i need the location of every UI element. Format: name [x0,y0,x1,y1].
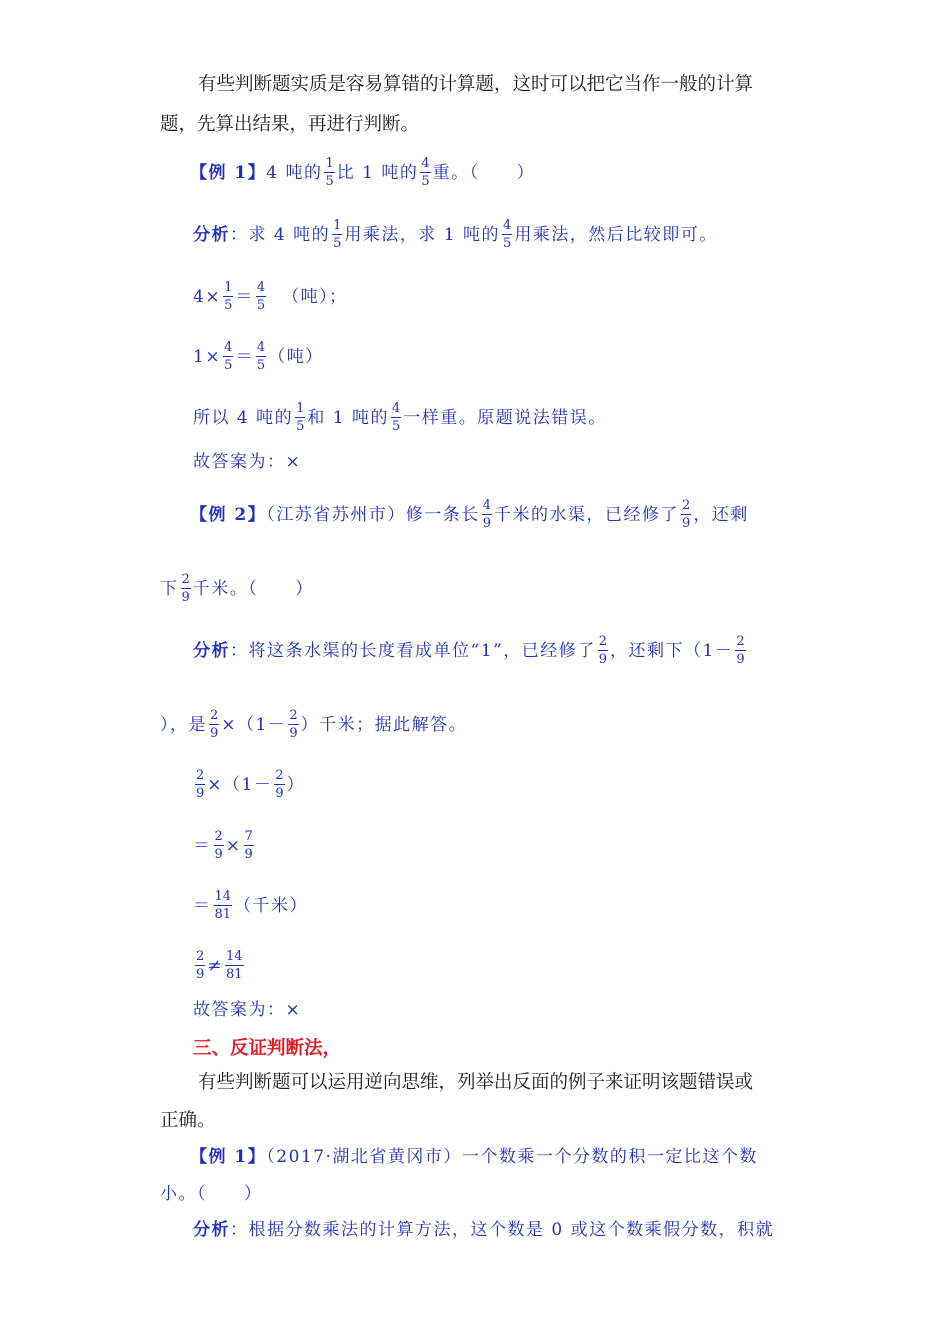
fraction-two-ninths: $\frac{2}{9}$ [289,708,298,741]
ex2-question-line-2 [160,574,314,605]
ex1-calc2-a: 1× [193,347,222,367]
ex3-question-line-2: 小。（ ） [160,1184,263,1204]
fraction-two-ninths: $\frac{2}{9}$ [196,949,205,982]
ex1-analysis-c: 用乘法，然后比较即可。 [514,225,718,245]
fraction-two-ninths: $\frac{2}{9}$ [682,498,691,531]
ex1-q-c: 重。（ ） [432,163,536,183]
ex1-q-a: 4 吨的 [266,163,323,183]
ex2-analysis2-a: ），是 [160,715,207,735]
fraction-two-ninths: $\frac{2}{9}$ [214,829,223,862]
section-3-title: 三、反证判断法， [193,1038,342,1059]
ex2-label: 【例 2】 [190,505,267,525]
fraction-two-ninths: $\frac{2}{9}$ [210,708,219,741]
fraction-fourteen-81: $\frac{14}{81}$ [226,949,243,982]
intro-line-1 [198,76,753,95]
ex2-analysis2-b: ×（1－ [221,715,287,735]
ex1-analysis [193,220,718,251]
fraction-two-ninths: $\frac{2}{9}$ [196,768,205,801]
ex2-step1-b: ） [286,775,306,795]
ex2-analysis2-c: ）千米；据此解答。 [300,715,468,735]
ex2-q2-a: 下 [160,579,179,599]
ex2-question-line-1 [190,500,749,531]
ex1-analysis-a: ：求 4 吨的 [230,225,331,245]
fraction-two-ninths: $\frac{2}{9}$ [275,768,284,801]
equals-sign: ＝ [235,287,254,307]
fraction-seven-ninths: $\frac{7}{9}$ [244,829,253,862]
ex1-concl-c: 一样重。原题说法错误。 [403,408,607,428]
section-3-intro-line-2: 正确。 [160,1110,216,1131]
fraction-fourteen-81: $\frac{14}{81}$ [214,889,232,922]
ex2-step3-unit: （千米） [234,896,309,916]
fraction-two-ninths: $\frac{2}{9}$ [598,634,607,667]
ex3-analysis [193,1222,774,1239]
ex2-step1-a: ×（1－ [207,775,273,795]
ex1-concl-a: 所以 4 吨的 [193,408,294,428]
fraction-four-fifths: $\frac{4}{5}$ [392,401,401,434]
ex2-analysis-line-1 [193,636,748,667]
equals-sign: ＝ [235,347,254,367]
fraction-one-fifth: $\frac{1}{5}$ [325,156,334,189]
ex2-analysis-line-2 [160,710,467,741]
ex2-step-1 [193,770,305,801]
ex2-q-a: （江苏省苏州市）修一条长 [266,505,480,525]
fraction-four-fifths: $\frac{4}{5}$ [256,340,266,373]
fraction-two-ninths: $\frac{2}{9}$ [736,634,745,667]
ex1-calc2-unit: （吨） [268,347,324,367]
ex1-label: 【例 1】 [190,163,267,183]
ex3-question-line-1 [190,1149,758,1166]
ex3-analysis-label: 分析 [193,1220,230,1240]
ex1-calc-2 [193,342,324,373]
ex3-q-a: （2017·湖北省黄冈市）一个数乘一个分数的积一定比这个数 [266,1147,758,1167]
ex1-calc1-a: 4× [193,287,222,307]
ex2-q-b: 千米的水渠，已经修了 [494,505,680,525]
ex2-step-3 [193,891,308,922]
ex1-calc-1 [193,282,348,313]
fraction-two-ninths: $\frac{2}{9}$ [181,572,190,605]
fraction-one-fifth: $\frac{1}{5}$ [333,218,342,251]
fraction-four-fifths: $\frac{4}{5}$ [503,218,512,251]
fraction-one-fifth: $\frac{1}{5}$ [296,401,305,434]
equals-sign: ＝ [193,896,212,916]
ex1-conclusion [193,403,607,434]
ex2-q-c: ，还剩 [693,505,749,525]
ex2-analysis-a: ：将这条水渠的长度看成单位“1”，已经修了 [230,641,596,661]
ex3-analysis-a: ：根据分数乘法的计算方法，这个数是 0 或这个数乘假分数，积就 [230,1220,775,1240]
fraction-four-fifths: $\frac{4}{5}$ [224,340,233,373]
intro-text-2: 题，先算出结果，再进行判断。 [160,114,420,135]
times-sign: × [225,836,242,856]
intro-text-1: 有些判断题实质是容易算错的计算题，这时可以把它当作一般的计 [198,74,735,95]
intro-text-1b: 算 [734,74,754,95]
ex1-calc1-unit: （吨）； [282,287,348,307]
equals-sign: ＝ [193,836,212,856]
ex2-analysis-b: ，还剩下（1－ [609,641,734,661]
ex1-q-b: 比 1 吨的 [336,163,419,183]
ex2-analysis-label: 分析 [193,641,230,661]
not-equal-sign: ≠ [207,956,224,976]
intro-line-2 [160,116,419,135]
ex1-analysis-label: 分析 [193,225,230,245]
ex1-analysis-b: 用乘法，求 1 吨的 [344,225,501,245]
ex1-concl-b: 和 1 吨的 [307,408,390,428]
ex1-answer: 故答案为：× [193,452,302,472]
fraction-one-fifth: $\frac{1}{5}$ [224,280,233,313]
ex3-label: 【例 1】 [190,1147,267,1167]
fraction-four-fifths: $\frac{4}{5}$ [256,280,266,313]
ex1-question [190,158,535,189]
ex2-step-4 [193,951,246,982]
fraction-four-fifths: $\frac{4}{5}$ [421,156,430,189]
ex2-q2-b: 千米。（ ） [192,579,314,599]
ex2-step-2 [193,831,256,862]
fraction-four-ninths: $\frac{4}{9}$ [482,498,492,531]
ex2-answer: 故答案为：× [193,1000,302,1020]
section-3-intro-line-1: 有些判断题可以运用逆向思维，列举出反面的例子来证明该题错误或 [198,1072,754,1093]
